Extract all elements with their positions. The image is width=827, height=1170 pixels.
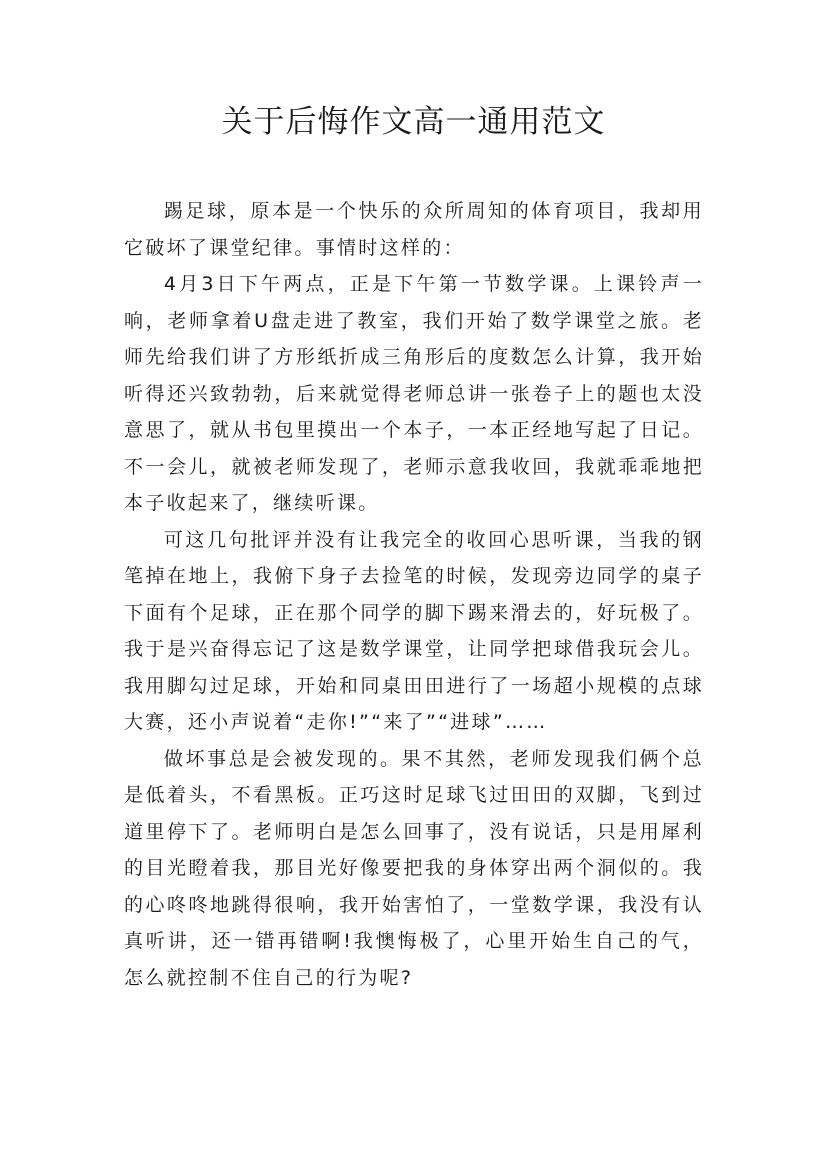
document-body [124,193,704,996]
paragraph-4: 做坏事总是会被发现的。果不其然，老师发现我们俩个总是低着头，不看黑板。正巧这时足球飞过田田的双脚，飞到过道里停下了。老师明白是怎么回事了，没有说话，只是用犀利的目光瞪着我，那目光好像要把我的身体穿出两个洞似的。我的心咚咚地跳得很响，我开始害怕了，一堂数学课，我没有认真听讲，还一错再错啊!我懊悔极了，心里开始生自己的气，怎么就控制不住自己的行为呢? [124,747,704,989]
paragraph-2: 4月3日下午两点，正是下午第一节数学课。上课铃声一响，老师拿着U盘走进了教室，我们开始了数学课堂之旅。老师先给我们讲了方形纸折成三角形后的度数怎么计算，我开始听得还兴致勃勃，后来就觉得老师总讲一张卷子上的题也太没意思了，就从书包里摸出一个本子，一本正经地写起了日记。不一会儿，就被老师发现了，老师示意我收回，我就乖乖地把本子收起来了，继续听课。 [124,273,704,514]
paragraph-3: 可这几句批评并没有让我完全的收回心思听课，当我的钢笔掉在地上，我俯下身子去捡笔的时候，发现旁边同学的桌子下面有个足球，正在那个同学的脚下踢来滑去的，好玩极了。我于是兴奋得忘记了这是数学课堂，让同学把球借我玩会儿。我用脚勾过足球，开始和同桌田田进行了一场超小规模的点球大赛，还小声说着“走你!”“来了”“进球”…… [124,528,704,733]
document-title: 关于后悔作文高一通用范文 [221,104,606,140]
paragraph-1: 踢足球，原本是一个快乐的众所周知的体育项目，我却用它破坏了课堂纪律。事情时这样的： [124,200,704,259]
